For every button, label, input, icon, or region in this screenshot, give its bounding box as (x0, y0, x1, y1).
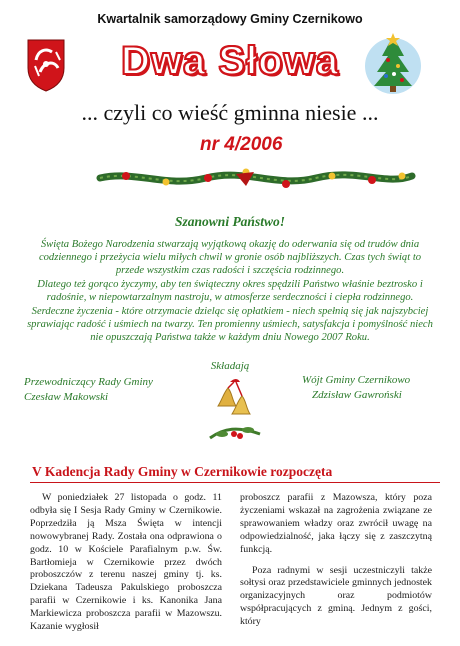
greeting-salutation: Szanowni Państwo! (175, 214, 285, 229)
greeting-paragraph: Dlatego też gorąco życzymy, aby ten świąteczny okres spędzili Państwo właśnie beztrosko i radośnie, w niepowtarzalnym nastroju, w atmosferze serdeczności i ciepła rodzinnego. (37, 279, 423, 303)
article-heading: V Kadencja Rady Gminy w Czernikowie rozpoczęta (32, 464, 333, 479)
christmas-tree-icon (360, 30, 426, 96)
greeting-paragraph: Święta Bożego Narodzenia stwarzają wyjątkową okazję do oderwania się od trudów dnia codziennego i przeżycia wielu miłych chwil w gronie osób najbliższych. Czas tych świąt to przede wszystkim czas radości i szczęścia rodzinnego. (38, 239, 422, 276)
signer-name: Zdzisław Gawroński (312, 389, 402, 401)
signer-role: Wójt Gminy Czernikowo (302, 374, 411, 386)
signature-left (24, 375, 204, 405)
signer-name: Czesław Makowski (24, 391, 109, 403)
article-paragraph: Poza radnymi w sesji uczestniczyli także sołtysi oraz przedstawiciele gminnych jednostek organizacyjnych oraz podmiotów współpracujących z gminą. Jednym z gości, który (240, 564, 432, 628)
article-column-left (30, 492, 222, 634)
signoff-label: Składają (210, 360, 250, 372)
bells-icon (200, 378, 270, 448)
signature-right (302, 373, 452, 403)
article-column-right (240, 492, 432, 629)
greeting-text (26, 238, 434, 345)
publication-kicker: Kwartalnik samorządowy Gminy Czernikowo (97, 12, 363, 26)
coat-of-arms-icon (26, 38, 66, 92)
issue-number: nr 4/2006 (200, 134, 283, 155)
newsletter-subtitle: ... czyli co wieść gminna niesie ... (81, 100, 379, 125)
article-paragraph: W poniedziałek 27 listopada o godz. 11 odbyła się I Sesja Rady Gminy w Czernikowie. Poprzedziła ją Msza Święta w intencji nowowybranej Rady. Została ona odprawiona o godz. 10 w Kościele Parafialnym p.w. Św. Bartłomieja w Czernikowie przez dwóch proboszczów z terenu naszej gminy tj. ks. Dziekana Tadeusza Pakulskiego proboszcza parafii w Czernikowie i ks. Kanonika Jana Markiewicza proboszcza parafii w Mazowszu. Kazanie wygłosił (30, 492, 222, 633)
newsletter-title: Dwa Słowa (121, 39, 339, 83)
greeting-paragraph: Serdeczne życzenia - które otrzymacie dzieląc się opłatkiem - niech spełnią się jak najszybciej sprawiając radość i uśmiech na twarzy. Ten promienny uśmiech, satysfakcja i pomyślność niech nie opuszczają Państwa także w każdym dniu Nowego 2007 Roku. (27, 306, 433, 343)
heading-divider (30, 482, 440, 483)
signer-role: Przewodniczący Rady Gminy (24, 376, 153, 388)
article-paragraph: proboszcz parafii z Mazowsza, który poza życzeniami wskazał na zagrożenia związane ze sprawowaniem władzy oraz zwrócił uwagę na odpowiedzialność, jaka łączy się z zaszczytną funkcją. (240, 492, 432, 555)
garland-icon (96, 164, 416, 194)
